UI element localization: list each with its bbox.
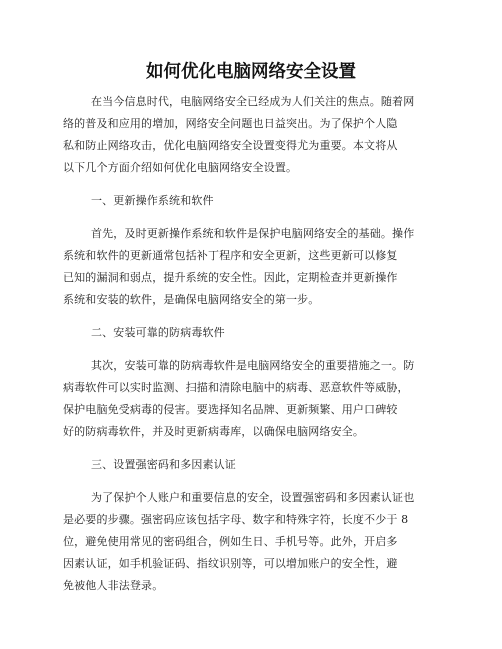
section-line: 病毒软件可以实时监测、扫描和清除电脑中的病毒、恶意软件等威胁， <box>63 381 409 394</box>
section-line: 其次，安装可靠的防病毒软件是电脑网络安全的重要措施之一。防 <box>91 359 415 372</box>
section-line: 位，避免使用常见的密码组合，例如生日、手机号等。此外，开启多 <box>63 535 398 548</box>
section-line: 保护电脑免受病毒的侵害。要选择知名品牌、更新频繁、用户口碑较 <box>63 403 398 416</box>
section-line: 因素认证，如手机验证码、指纹识别等，可以增加账户的安全性，避 <box>63 557 398 570</box>
section-heading: 一、更新操作系统和软件 <box>91 194 214 207</box>
section-line: 已知的漏洞和弱点，提升系统的安全性。因此，定期检查并更新操作 <box>63 271 398 284</box>
intro-line: 以下几个方面介绍如何优化电脑网络安全设置。 <box>63 161 298 174</box>
section-line: 首先，及时更新操作系统和软件是保护电脑网络安全的基础。操作 <box>91 227 415 240</box>
section-line: 系统和安装的软件，是确保电脑网络安全的第一步。 <box>63 293 320 306</box>
section-line: 好的防病毒软件，并及时更新病毒库，以确保电脑网络安全。 <box>63 425 365 438</box>
intro-line: 私和防止网络攻击，优化电脑网络安全设置变得尤为重要。本文将从 <box>63 139 398 152</box>
section-line: 免被他人非法登录。 <box>63 579 164 592</box>
section-line: 为了保护个人账户和重要信息的安全，设置强密码和多因素认证也 <box>91 491 415 504</box>
intro-line: 在当今信息时代，电脑网络安全已经成为人们关注的焦点。随着网 <box>91 95 415 108</box>
section-heading: 三、设置强密码和多因素认证 <box>91 458 236 471</box>
document-title: 如何优化电脑网络安全设置 <box>146 62 356 82</box>
intro-line: 络的普及和应用的增加，网络安全问题也日益突出。为了保护个人隐 <box>63 117 398 130</box>
section-heading: 二、安装可靠的防病毒软件 <box>91 326 225 339</box>
section-line: 是必要的步骤。强密码应该包括字母、数字和特殊字符，长度不少于 8 <box>63 513 409 526</box>
section-line: 系统和软件的更新通常包括补丁程序和安全更新，这些更新可以修复 <box>63 249 398 262</box>
